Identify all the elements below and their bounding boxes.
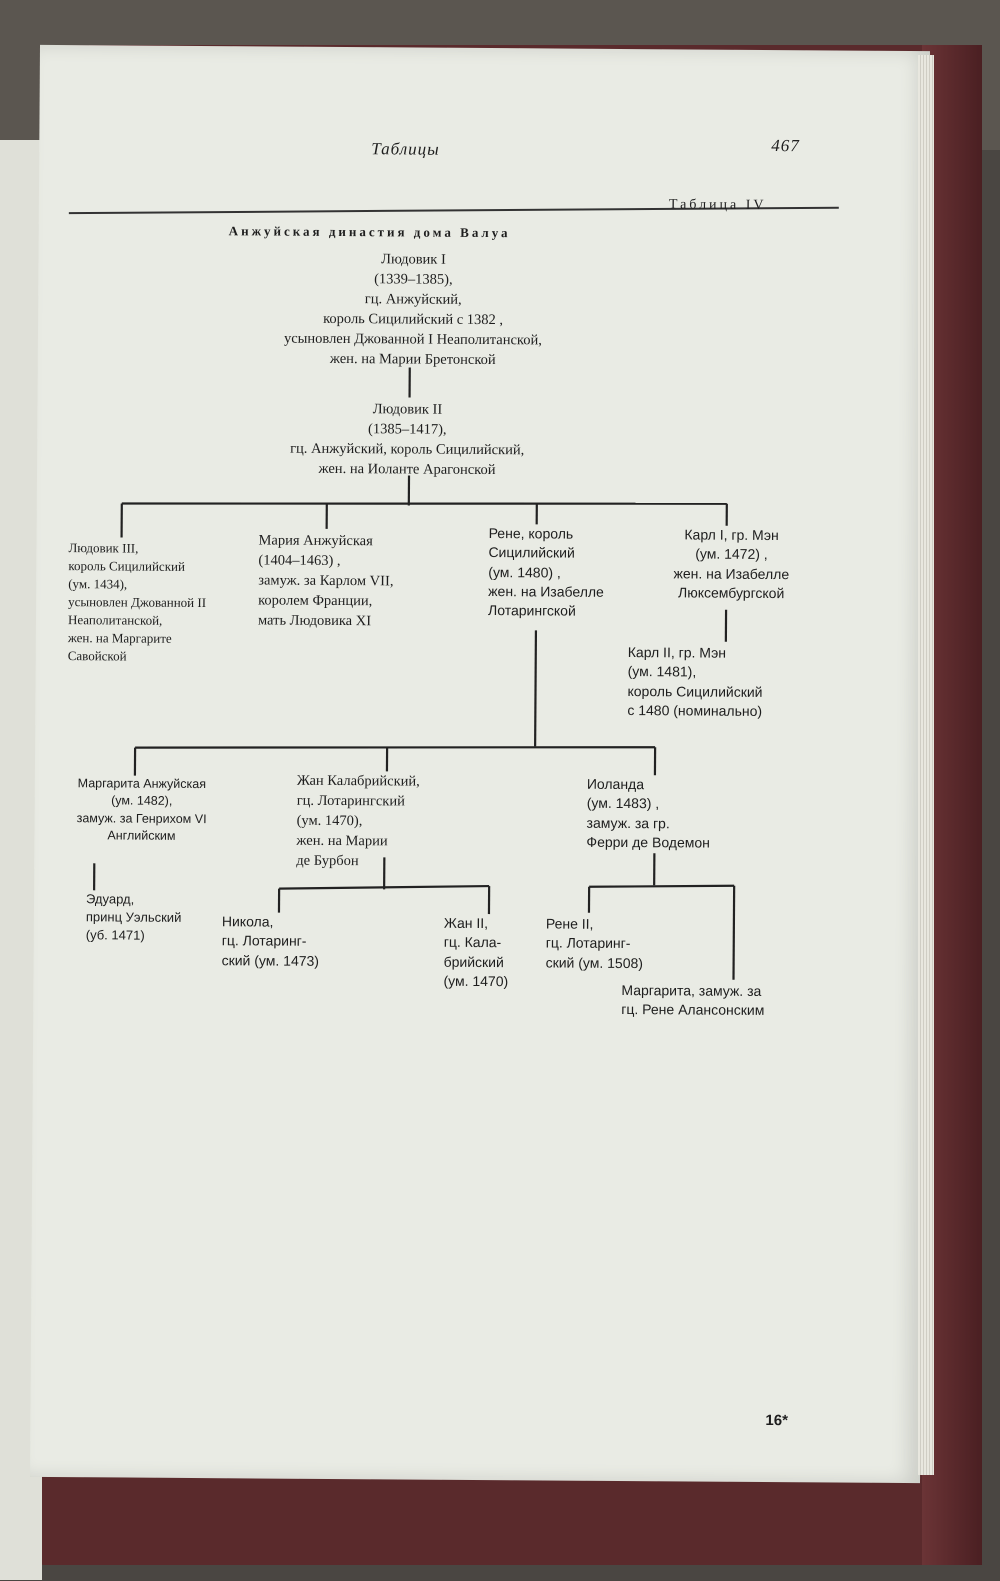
node-margaret: Маргарита Анжуйская (ум. 1482), замуж. за Генрихом VI Английским bbox=[76, 776, 207, 843]
page-stack-edge bbox=[918, 55, 934, 1475]
node-rene-ii: Рене II, гц. Лотаринг- ский (ум. 1508) bbox=[545, 915, 644, 971]
node-margarita-alencon: Маргарита, замуж. за гц. Рене Алансонским bbox=[621, 981, 765, 1019]
table-label: Таблица IV bbox=[668, 197, 767, 213]
book-page bbox=[30, 45, 930, 1483]
node-rene: Рене, король Сицилийский (ум. 1480) , жен. на Изабелле Лотарингской bbox=[488, 525, 604, 619]
bar-generation-2 bbox=[122, 499, 727, 507]
running-head: Таблицы bbox=[371, 139, 440, 159]
node-nicolas: Никола, гц. Лотаринг- ский (ум. 1473) bbox=[221, 913, 320, 969]
node-charles-ii: Карл II, гр. Мэн (ум. 1481), король Сицилийский с 1480 (номинально) bbox=[627, 644, 763, 719]
signature-mark: 16* bbox=[765, 1412, 789, 1430]
node-jean-calabria: Жан Калабрийский, гц. Лотарингский (ум. 1470), жен. на Марии де Бурбон bbox=[296, 772, 420, 870]
node-louis-iii: Людовик III, король Сицилийский (ум. 1434), усыновлен Джованной II Неаполитанской, жен. на Маргарите Савойской bbox=[67, 540, 207, 664]
diagram-title: Анжуйская династия дома Валуа bbox=[228, 223, 511, 241]
node-louis-ii: Людовик II (1385–1417), гц. Анжуйский, король Сицилийский, жен. на Иоланте Арагонской bbox=[290, 401, 525, 479]
connector-rene-children bbox=[535, 630, 536, 746]
node-louis-i: Людовик I (1339–1385), гц. Анжуйский, король Сицилийский с 1382 , усыновлен Джованной I Неаполитанской, жен. на Марии Бретонской bbox=[283, 251, 542, 369]
node-yolande: Иоланда (ум. 1483) , замуж. за гр. Ферри де Водемон bbox=[586, 775, 710, 851]
node-jean-ii: Жан II, гц. Кала- брийский (ум. 1470) bbox=[443, 914, 509, 990]
bar-generation-3 bbox=[135, 744, 655, 752]
node-maria: Мария Анжуйская (1404–1463) , замуж. за Карлом VII, королем Франции, мать Людовика XI bbox=[257, 532, 394, 630]
node-charles-i: Карл I, гр. Мэн (ум. 1472) , жен. на Изабелле Люксембургской bbox=[673, 526, 790, 602]
node-edward: Эдуард, принц Уэльский (уб. 1471) bbox=[85, 891, 182, 943]
page-number: 467 bbox=[771, 136, 800, 156]
